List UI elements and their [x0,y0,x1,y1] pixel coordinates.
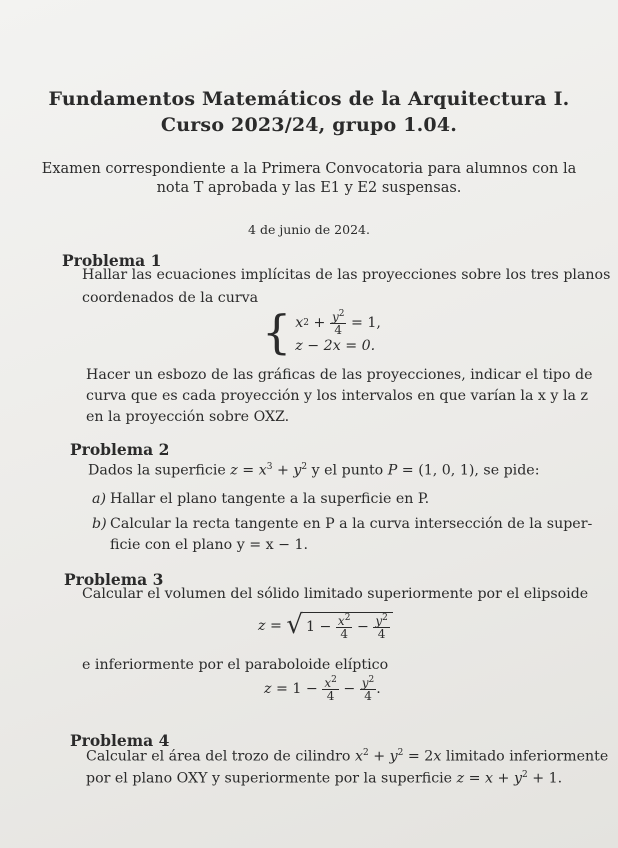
problem-1-after1: Hacer un esbozo de las gráficas de las proyecciones, indicar el tipo de [86,367,593,383]
exam-title: Fundamentos Matemáticos de la Arquitectura I. [48,88,570,110]
problem-2-heading: Problema 2 [70,440,170,459]
problem-3-line2: e inferiormente por el paraboloide elíptico [82,657,389,673]
system-eq1: x 2 + $\frac{y^2}{4}$ = 1, [295,309,381,337]
problem-2-item-a: Hallar el plano tangente a la superficie en P. [110,491,430,507]
problem-2-item-b-label: b) [92,516,107,532]
problem-4-line1: Calcular el área del trozo de cilindro $x^2 + y^2 = 2x$ limitado inferiormente [86,748,609,765]
problem-1-after2: curva que es cada proyección y los intervalos en que varían la x y la z [86,388,588,404]
problem-2-item-b-line2: ficie con el plano y = x − 1. [110,537,309,553]
problem-2-item-a-label: a) [92,491,106,507]
exam-intro-line1: Examen correspondiente a la Primera Convocatoria para alumnos con la [41,161,577,177]
sqrt-symbol: √ 1 − $\frac{x^2}{4}$ − $\frac{y^2}{4}$ [286,612,392,640]
problem-1-heading: Problema 1 [62,251,162,270]
problem-4-line2: por el plano OXY y superiormente por la superficie $z = x + y^2 + 1$. [86,770,563,787]
fraction-y2-over-4: $\frac{y^2}{4}$ [331,309,345,337]
ellipsoid-formula: z = √ 1 − $\frac{x^2}{4}$ − $\frac{y^2}{4}$ [258,612,393,640]
problem-4-heading: Problema 4 [70,731,170,750]
system-eq2: z − 2x = 0. [295,338,376,354]
problem-1-line1: Hallar las ecuaciones implícitas de las proyecciones sobre los tres planos [82,267,611,283]
exam-course: Curso 2023/24, grupo 1.04. [160,114,458,136]
paraboloid-formula: z = 1 − $\frac{x^2}{4}$ − $\frac{y^2}{4}$ . [264,675,381,703]
left-brace: { [262,305,292,359]
problem-3-line1: Calcular el volumen del sólido limitado superiormente por el elipsoide [82,586,589,602]
problem-1-line2: coordenados de la curva [82,290,259,306]
exam-date: 4 de junio de 2024. [248,222,370,237]
problem-2-line1: Dados la superficie $z = x^3 + y^2$ y el punto P = (1, 0, 1), se pide: [88,462,540,479]
problem-3-heading: Problema 3 [64,570,164,589]
exam-intro-line2: nota T aprobada y las E1 y E2 suspensas. [156,180,462,196]
problem-1-after3: en la proyección sobre OXZ. [86,409,290,425]
problem-1-system [262,305,381,359]
problem-2-item-b-line1: Calcular la recta tangente en P a la curva intersección de la super- [110,516,593,532]
